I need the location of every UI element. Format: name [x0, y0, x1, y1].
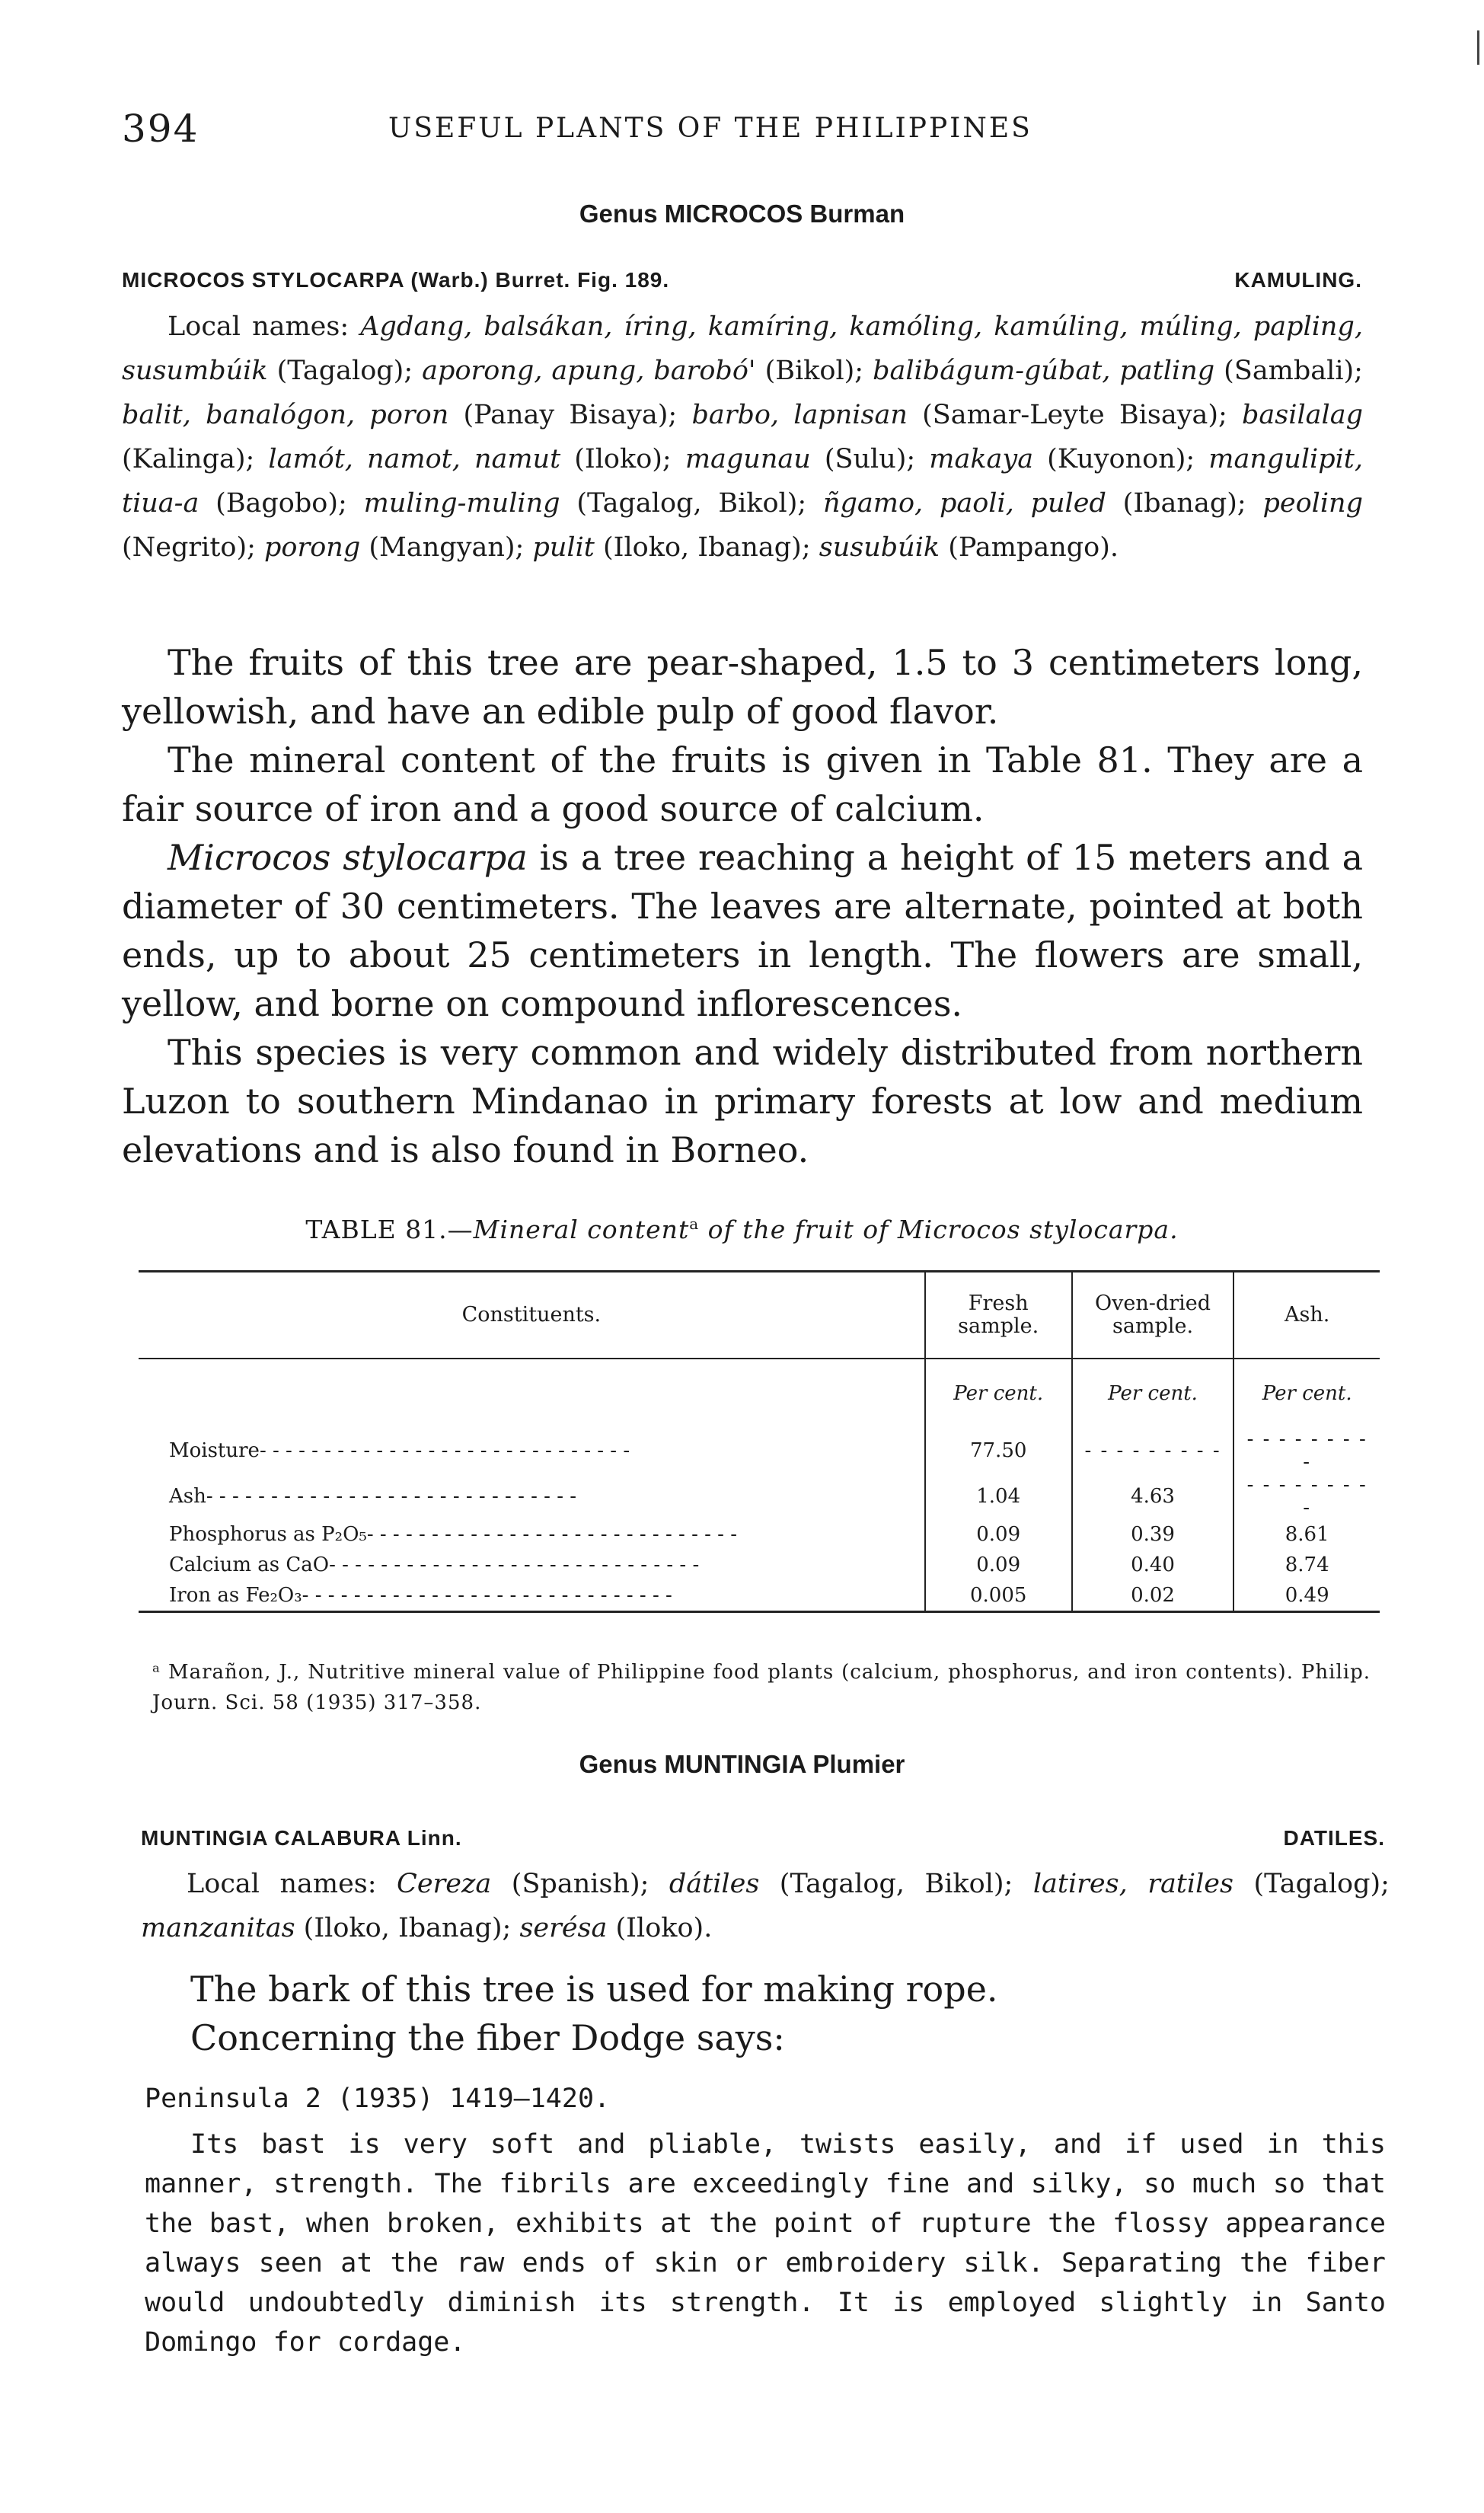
text-run: is a tree reaching a height of 15 meters and a diameter of 30 centimeters. The leaves are alternate, pointed at both ends, up to about 25 centimeters in length. The flowers are small, yellow, and borne on compound inflorescences.: [122, 837, 1363, 1024]
cell-fresh: [925, 1580, 1072, 1612]
species-name-muntingia: MUNTINGIA CALABURA Linn.: [141, 1826, 462, 1850]
italic-text: Agdang, balsákan, íring, kamíring, kamóling, kamúling, múling, papling, susumbúik: [122, 311, 1363, 386]
table-row: [139, 1428, 1380, 1474]
italic-text: manzanitas: [141, 1913, 295, 1943]
cell-fresh-text: 77.50: [969, 1439, 1027, 1462]
header-fresh-sample: Fresh sample.: [925, 1272, 1072, 1359]
table-footnote: ᵃ Marañon, J., Nutritive mineral value of Philippine food plants (calcium, phosphorus, and iron contents). Philip. Journ. Sci. 58 (1935) 317–358.: [152, 1661, 1371, 1714]
dot-leader: - - - - - - - - - - - - - - - - - - - - - - - - - - - - -: [329, 1553, 700, 1576]
italic-text: muling-muling: [363, 488, 560, 519]
text-run: (Sambali);: [1214, 356, 1363, 386]
table-label: TABLE 81.—: [305, 1215, 474, 1244]
text-run: Local names:: [168, 311, 361, 342]
quote-reference: Peninsula 2 (1935) 1419–1420.: [145, 2084, 611, 2114]
cell-oven-dried-text: 0.39: [1131, 1523, 1175, 1546]
cell-fresh-text: 0.09: [976, 1523, 1021, 1546]
cell-fresh-text: 0.09: [976, 1553, 1021, 1576]
dot-leader: - - - - - - - - - - - - - - - - - - - - - - - - - - - - -: [366, 1523, 738, 1546]
cell-oven-dried: [1072, 1550, 1234, 1580]
text-run: (Bagobo);: [199, 488, 364, 519]
text-run: (Samar-Leyte Bisaya);: [907, 400, 1243, 430]
italic-text: magunau: [685, 444, 811, 474]
text-run: (Tagalog);: [267, 356, 423, 386]
italic-text: balibágum-gúbat, patling: [873, 356, 1215, 386]
text-run: (Iloko).: [607, 1913, 713, 1943]
cell-constituent-text: Ash: [169, 1485, 206, 1508]
units-oven-dried: Per cent.: [1072, 1359, 1234, 1428]
italic-text: dátiles: [669, 1869, 760, 1899]
text-run: The mineral content of the fruits is given in Table 81. They are a fair source of iron and a good source of calcium.: [122, 739, 1363, 829]
common-name-microcos: KAMULING.: [1234, 268, 1362, 292]
cell-oven-dried: [1072, 1428, 1234, 1474]
muntingia-paragraph-2: Concerning the fiber Dodge says:: [190, 2017, 785, 2058]
cell-fresh-text: 0.005: [969, 1584, 1027, 1607]
text-run: (Panay Bisaya);: [448, 400, 692, 430]
text-run: This species is very common and widely distributed from northern Luzon to southern Mindanao in primary forests at low and medium elevations and is also found in Borneo.: [122, 1032, 1363, 1170]
italic-text: makaya: [929, 444, 1034, 474]
mineral-content-table: [139, 1270, 1380, 1613]
microcos-paragraph: [122, 833, 1363, 1028]
text-run: (Pampango).: [940, 532, 1119, 563]
text-run: (Tagalog, Bikol);: [560, 488, 823, 519]
text-run: (Negrito);: [122, 532, 265, 563]
italic-text: peoling: [1262, 488, 1363, 519]
genus-heading-microcos: Genus MICROCOS Burman: [579, 200, 905, 228]
text-run: (Sulu);: [810, 444, 930, 474]
species-name-microcos: MICROCOS STYLOCARPA (Warb.) Burret. Fig. 189.: [122, 268, 670, 292]
italic-text: porong: [264, 532, 361, 563]
units-fresh: Per cent.: [925, 1359, 1072, 1428]
cell-constituent-text: Moisture: [169, 1439, 260, 1462]
table-caption-part-1: Mineral content: [473, 1215, 690, 1244]
cell-fresh: [925, 1474, 1072, 1519]
cell-oven-dried-text: 0.40: [1131, 1553, 1175, 1576]
cell-ash: [1233, 1474, 1380, 1519]
cell-fresh: [925, 1428, 1072, 1474]
cell-constituent: [139, 1580, 925, 1612]
cell-ash: [1233, 1580, 1380, 1612]
cell-fresh: [925, 1519, 1072, 1550]
table-body: [139, 1359, 1380, 1612]
cell-ash-text: 8.61: [1285, 1523, 1329, 1546]
italic-text: basilalag: [1242, 400, 1363, 430]
cell-constituent-text: Iron as Fe₂O₃: [169, 1584, 302, 1607]
text-run: (Iloko, Ibanag);: [594, 532, 819, 563]
dot-leader: - - - - - - - - - - - - - - - - - - - - - - - - - - - - -: [206, 1485, 577, 1508]
cell-oven-dried: [1072, 1474, 1234, 1519]
text-run: (Tagalog);: [1233, 1869, 1390, 1899]
table-row: [139, 1519, 1380, 1550]
cell-ash-text: 8.74: [1285, 1553, 1329, 1576]
cell-oven-dried-text: 4.63: [1131, 1485, 1175, 1508]
cell-fresh-text: 1.04: [976, 1485, 1021, 1508]
table-row: [139, 1550, 1380, 1580]
table-units-row: [139, 1359, 1380, 1428]
table-caption-part-2: of the fruit of Microcos stylocarpa.: [699, 1215, 1179, 1244]
units-blank: [139, 1359, 925, 1428]
microcos-paragraph: [122, 638, 1363, 736]
cell-constituent: [139, 1519, 925, 1550]
units-ash: Per cent.: [1233, 1359, 1380, 1428]
italic-text: balit, banalógon, poron: [122, 400, 449, 430]
cell-constituent: [139, 1428, 925, 1474]
text-run: The fruits of this tree are pear-shaped, 1.5 to 3 centimeters long, yellowish, and have an edible pulp of good flavor.: [122, 642, 1363, 732]
italic-text: pulit: [532, 532, 595, 563]
text-run: (Spanish);: [491, 1869, 669, 1899]
italic-text: ñgamo, paoli, puled: [822, 488, 1106, 519]
text-run: (Kalinga);: [122, 444, 269, 474]
running-title: USEFUL PLANTS OF THE PHILIPPINES: [388, 113, 1032, 144]
header-ash: Ash.: [1233, 1272, 1380, 1359]
italic-text: Cereza: [397, 1869, 492, 1899]
cell-ash: [1233, 1550, 1380, 1580]
italic-text: aporong, apung, barobó': [422, 356, 756, 386]
common-name-muntingia: DATILES.: [1283, 1826, 1385, 1850]
dodge-quote: Its bast is very soft and pliable, twists easily, and if used in this manner, strength. The fibrils are exceedingly fine and silky, so much so that the bast, when broken, exhibits at the point of rupture the flossy appearance always seen at the raw ends of skin or embroidery silk. Separating the fiber would undoubtedly diminish its strength. It is employed slightly in Santo Domingo for cordage.: [145, 2129, 1386, 2358]
italic-text: lamót, namot, namut: [268, 444, 561, 474]
header-constituents: Constituents.: [461, 1303, 602, 1327]
muntingia-paragraph-1: The bark of this tree is used for making rope.: [190, 1969, 998, 2010]
microcos-paragraph: [122, 1028, 1363, 1174]
text-run: (Kuyonon);: [1033, 444, 1209, 474]
cell-ash: [1233, 1519, 1380, 1550]
local-names-microcos: [122, 305, 1363, 570]
text-run: (Tagalog, Bikol);: [759, 1869, 1033, 1899]
local-names-muntingia: [141, 1862, 1390, 1950]
text-run: (Ibanag);: [1106, 488, 1263, 519]
italic-text: mangulipit, tiua-a: [122, 444, 1364, 519]
italic-text: barbo, lapnisan: [691, 400, 908, 430]
empty-dash: - - - - - - - - -: [1084, 1439, 1221, 1462]
running-head: [122, 107, 1401, 160]
text-run: (Mangyan);: [360, 532, 533, 563]
table-row: [139, 1580, 1380, 1612]
table-header-row: [139, 1272, 1380, 1359]
italic-text: latires, ratiles: [1032, 1869, 1233, 1899]
margin-mark: [1477, 30, 1479, 65]
dot-leader: - - - - - - - - - - - - - - - - - - - - - - - - - - - - -: [302, 1584, 672, 1607]
cell-constituent: [139, 1550, 925, 1580]
italic-text: Microcos stylocarpa: [168, 837, 528, 878]
text-run: (Iloko);: [560, 444, 685, 474]
dot-leader: - - - - - - - - - - - - - - - - - - - - - - - - - - - - -: [259, 1439, 630, 1462]
cell-ash: [1233, 1428, 1380, 1474]
cell-constituent-text: Phosphorus as P₂O₅: [169, 1523, 367, 1546]
table-footnote-marker: a: [689, 1215, 700, 1233]
empty-dash: - - - - - - - - -: [1246, 1428, 1368, 1474]
italic-text: susubúik: [819, 532, 940, 563]
cell-oven-dried: [1072, 1519, 1234, 1550]
cell-oven-dried-text: 0.02: [1131, 1584, 1175, 1607]
text-run: (Iloko, Ibanag);: [295, 1913, 520, 1943]
text-run: (Bikol);: [755, 356, 873, 386]
table-caption: [0, 1215, 1484, 1244]
cell-fresh: [925, 1550, 1072, 1580]
cell-constituent: [139, 1474, 925, 1519]
page-number: 394: [122, 107, 199, 151]
empty-dash: - - - - - - - - -: [1246, 1474, 1368, 1519]
cell-ash-text: 0.49: [1285, 1584, 1329, 1607]
genus-heading-muntingia: Genus MUNTINGIA Plumier: [579, 1750, 905, 1778]
microcos-description: [122, 638, 1363, 1174]
cell-oven-dried: [1072, 1580, 1234, 1612]
header-oven-dried-sample: Oven-dried sample.: [1072, 1272, 1234, 1359]
italic-text: serésa: [519, 1913, 608, 1943]
cell-constituent-text: Calcium as CaO: [169, 1553, 330, 1576]
microcos-paragraph: [122, 736, 1363, 833]
text-run: Local names:: [187, 1869, 397, 1899]
table-row: [139, 1474, 1380, 1519]
